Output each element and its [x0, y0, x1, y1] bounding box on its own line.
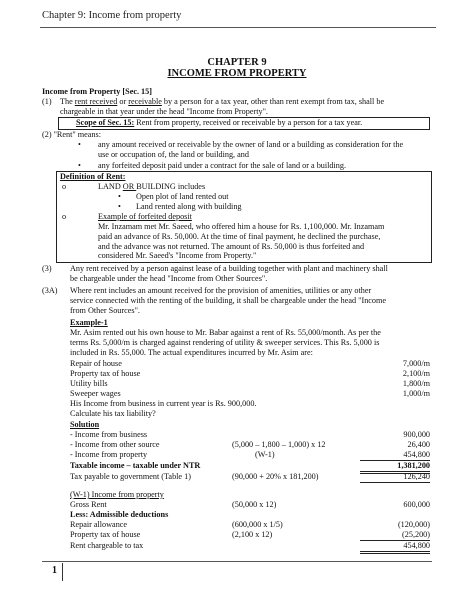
taxable-income-value: 1,381,200 — [360, 461, 430, 474]
chapter-number: CHAPTER 9 — [207, 57, 267, 68]
running-header: Chapter 9: Income from property — [42, 10, 182, 21]
tax-payable-calc: (90,000 + 20% x 181,200) — [232, 472, 319, 481]
tax-payable-value: 126,240 — [360, 472, 430, 483]
example-title: Example-1 — [70, 318, 108, 327]
deduction-label: Repair allowance — [70, 520, 128, 529]
bullet-1-line-2: use or occupation of, the land or building, and — [98, 150, 249, 159]
rent-chargeable-value: 454,800 — [360, 541, 430, 554]
para-3a-line-2: service connected with the renting of the building, it shall be chargeable under the head "Income — [70, 296, 387, 305]
definition-title: Definition of Rent: — [60, 172, 126, 181]
example-line-2: terms Rs. 5,000/m is charged against rendering of utility & sweeper services. This Rs. 5,000 is — [70, 338, 380, 347]
para-3a-number: (3A) — [42, 286, 58, 295]
rent-chargeable-label: Rent chargeable to tax — [70, 541, 144, 550]
definition-example-line-4: considered Mr. Saeed's "Income from Property." — [98, 251, 257, 260]
page-number-divider — [62, 563, 63, 581]
para-2-label: (2) "Rent" means: — [42, 130, 101, 139]
example-line-1: Mr. Asim rented out his own house to Mr. Babar against a rent of Rs. 55,000/month. As per the — [70, 328, 381, 337]
solution-row-calc: (W-1) — [255, 450, 275, 459]
para-3-line-2: be chargeable under the head "Income from Other Sources". — [70, 274, 268, 283]
solution-row-label: - Income from business — [70, 430, 148, 439]
section-heading: Income from Property [Sec. 15] — [42, 87, 152, 96]
solution-row-label: - Income from property — [70, 450, 148, 459]
para-1-line-2: chargeable in that year under the head "Income from Property". — [60, 107, 268, 116]
bullet-icon: • — [118, 192, 121, 201]
footer-rule — [42, 561, 432, 562]
para-1-number: (1) — [42, 97, 52, 106]
expense-label: Utility bills — [70, 379, 108, 388]
para-3a-line-1: Where rent includes an amount received for the provision of amenities, utilities or any other — [70, 286, 372, 295]
bullet-2: any forfeited deposit paid under a contract for the sale of land or a building. — [98, 161, 347, 170]
deduction-label: Property tax of house — [70, 530, 141, 539]
solution-row-value: 454,800 — [360, 450, 430, 461]
solution-row-value: 900,000 — [403, 430, 430, 439]
definition-sub-2: Land rented along with building — [136, 202, 242, 211]
solution-row-calc: (5,000 – 1,800 – 1,000) x 12 — [232, 440, 326, 449]
para-3-number: (3) — [42, 264, 52, 273]
chapter-title: INCOME FROM PROPERTY — [167, 68, 307, 79]
para-3-line-1: Any rent received by a person against lease of a building together with plant and machinery shall — [70, 264, 388, 273]
bullet-icon: • — [78, 140, 81, 149]
header-rule — [40, 27, 436, 28]
bullet-icon: • — [118, 202, 121, 211]
definition-example-line-1: Mr. Inzamam met Mr. Saeed, who offered him a house for Rs. 1,100,000. Mr. Inzamam — [98, 222, 385, 231]
bullet-icon: • — [78, 161, 81, 170]
deductions-heading: Less: Admissible deductions — [70, 510, 169, 519]
tax-payable-label: Tax payable to government (Table 1) — [70, 472, 191, 481]
solution-row-value: 26,400 — [407, 440, 430, 449]
bullet-1-line-1: any amount received or receivable by the owner of land or a building as consideration for the — [98, 140, 404, 149]
deduction-value: (120,000) — [397, 520, 430, 529]
definition-example-line-3: and the advance was not returned. The amount of Rs. 50,000 is thus forfeited and — [98, 242, 365, 251]
solution-title: Solution — [70, 420, 100, 429]
definition-marker: o — [62, 182, 67, 191]
example-line-3: included in Rs. 55,000. The actual expenditures incurred by Mr. Asim are: — [70, 348, 313, 357]
example-after-line-2: Calculate his tax liability? — [70, 409, 156, 418]
scope-text: Scope of Sec. 15: Rent from property, received or receivable by a person for a tax year. — [76, 118, 363, 127]
solution-row-label: - Income from other source — [70, 440, 160, 449]
definition-example-line-2: paid an advance of Rs. 50,000. At the time of final payment, he declined the purchase, — [98, 232, 381, 241]
expense-value: 7,000/m — [402, 359, 430, 368]
deduction-calc: (600,000 x 1/5) — [232, 520, 283, 529]
definition-example-title: Example of forfeited deposit — [98, 212, 192, 221]
definition-land-building: LAND OR BUILDING includes — [98, 182, 206, 191]
taxable-income-label: Taxable income – taxable under NTR — [70, 461, 201, 470]
gross-rent-calc: (50,000 x 12) — [232, 500, 277, 509]
page-number: 1 — [52, 565, 57, 576]
working-title: (W-1) Income from property — [70, 490, 164, 499]
expense-value: 2,100/m — [402, 369, 430, 378]
gross-rent-label: Gross Rent — [70, 500, 107, 509]
example-after-line-1: His Income from business in current year is Rs. 900,000. — [70, 399, 257, 408]
expense-label: Repair of house — [70, 359, 122, 368]
definition-marker: o — [62, 212, 67, 221]
para-1-line-1: The rent received or receivable by a person for a tax year, other than rent exempt from tax, shall be — [60, 97, 385, 106]
deduction-value: (25,200) — [360, 530, 430, 541]
definition-sub-1: Open plot of land rented out — [136, 192, 229, 201]
expense-label: Sweeper wages — [70, 389, 121, 398]
deduction-calc: (2,100 x 12) — [232, 530, 273, 539]
expense-value: 1,000/m — [402, 389, 430, 398]
gross-rent-value: 600,000 — [403, 500, 430, 509]
para-3a-line-3: from Other Sources". — [70, 306, 140, 315]
expense-label: Property tax of house — [70, 369, 141, 378]
expense-value: 1,800/m — [402, 379, 430, 388]
